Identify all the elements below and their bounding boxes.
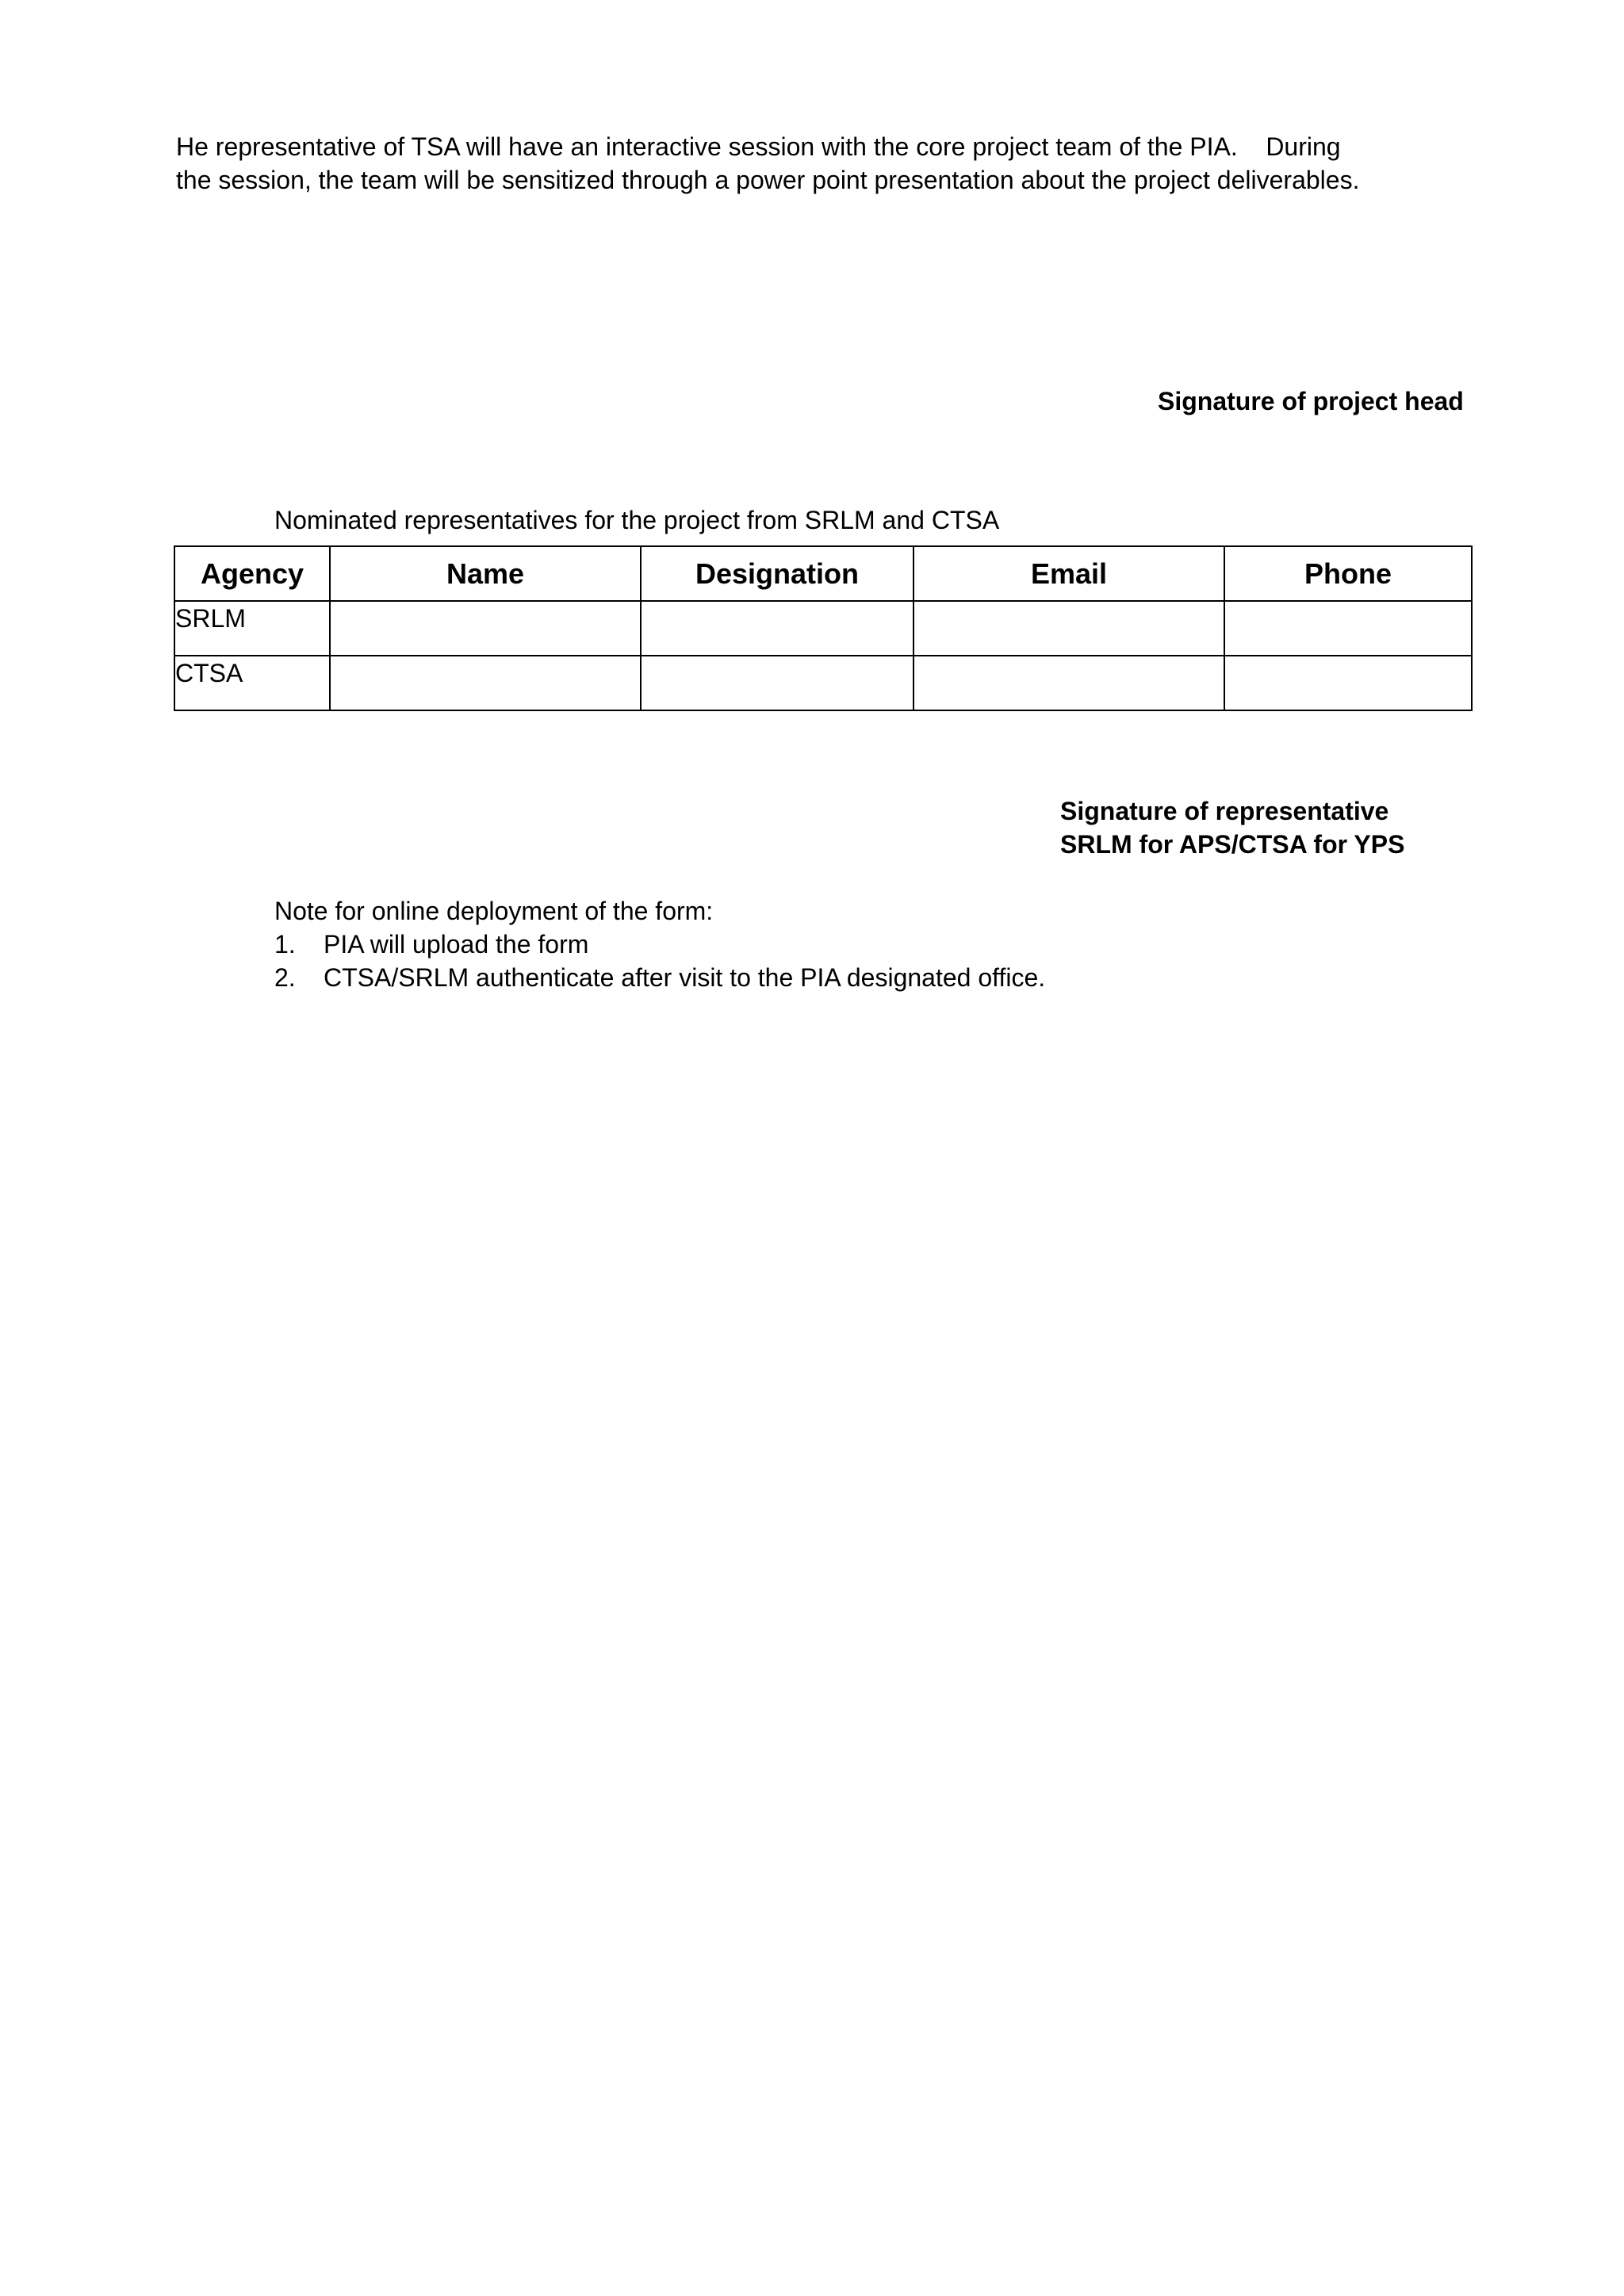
signature-representative <box>1060 794 1404 861</box>
intro-paragraph <box>176 130 1477 197</box>
designation-cell[interactable] <box>641 656 914 710</box>
list-item <box>274 961 1045 994</box>
table-caption: Nominated representatives for the project from SRLM and CTSA <box>274 506 1000 534</box>
agency-cell: SRLM <box>174 601 330 656</box>
column-header-agency: Agency <box>174 546 330 601</box>
signature-representative-line-2: SRLM for APS/CTSA for YPS <box>1060 830 1405 859</box>
table-row <box>174 601 1472 656</box>
note-title: Note for online deployment of the form: <box>274 897 714 925</box>
name-cell[interactable] <box>330 601 641 656</box>
list-item-text: PIA will upload the form <box>324 930 589 959</box>
agency-cell: CTSA <box>174 656 330 710</box>
deployment-note <box>274 894 1045 994</box>
phone-cell[interactable] <box>1224 656 1472 710</box>
representatives-table <box>174 545 1473 711</box>
list-item-text: CTSA/SRLM authenticate after visit to the PIA designated office. <box>324 963 1046 992</box>
signature-project-head: Signature of project head <box>1158 387 1464 415</box>
table-header-row <box>174 546 1472 601</box>
column-header-phone: Phone <box>1224 546 1472 601</box>
intro-line-1: He representative of TSA will have an interactive session with the core project team of the PIA. During <box>176 132 1341 161</box>
column-header-designation: Designation <box>641 546 914 601</box>
name-cell[interactable] <box>330 656 641 710</box>
column-header-email: Email <box>914 546 1224 601</box>
phone-cell[interactable] <box>1224 601 1472 656</box>
email-cell[interactable] <box>914 656 1224 710</box>
list-item-number: 1. <box>274 930 296 959</box>
signature-representative-line-1: Signature of representative <box>1060 797 1389 825</box>
intro-line-2: the session, the team will be sensitized through a power point presentation about the project deliverables. <box>176 166 1360 194</box>
column-header-name: Name <box>330 546 641 601</box>
table-row <box>174 656 1472 710</box>
list-item <box>274 928 1045 961</box>
note-list <box>274 928 1045 994</box>
list-item-number: 2. <box>274 963 296 992</box>
email-cell[interactable] <box>914 601 1224 656</box>
designation-cell[interactable] <box>641 601 914 656</box>
